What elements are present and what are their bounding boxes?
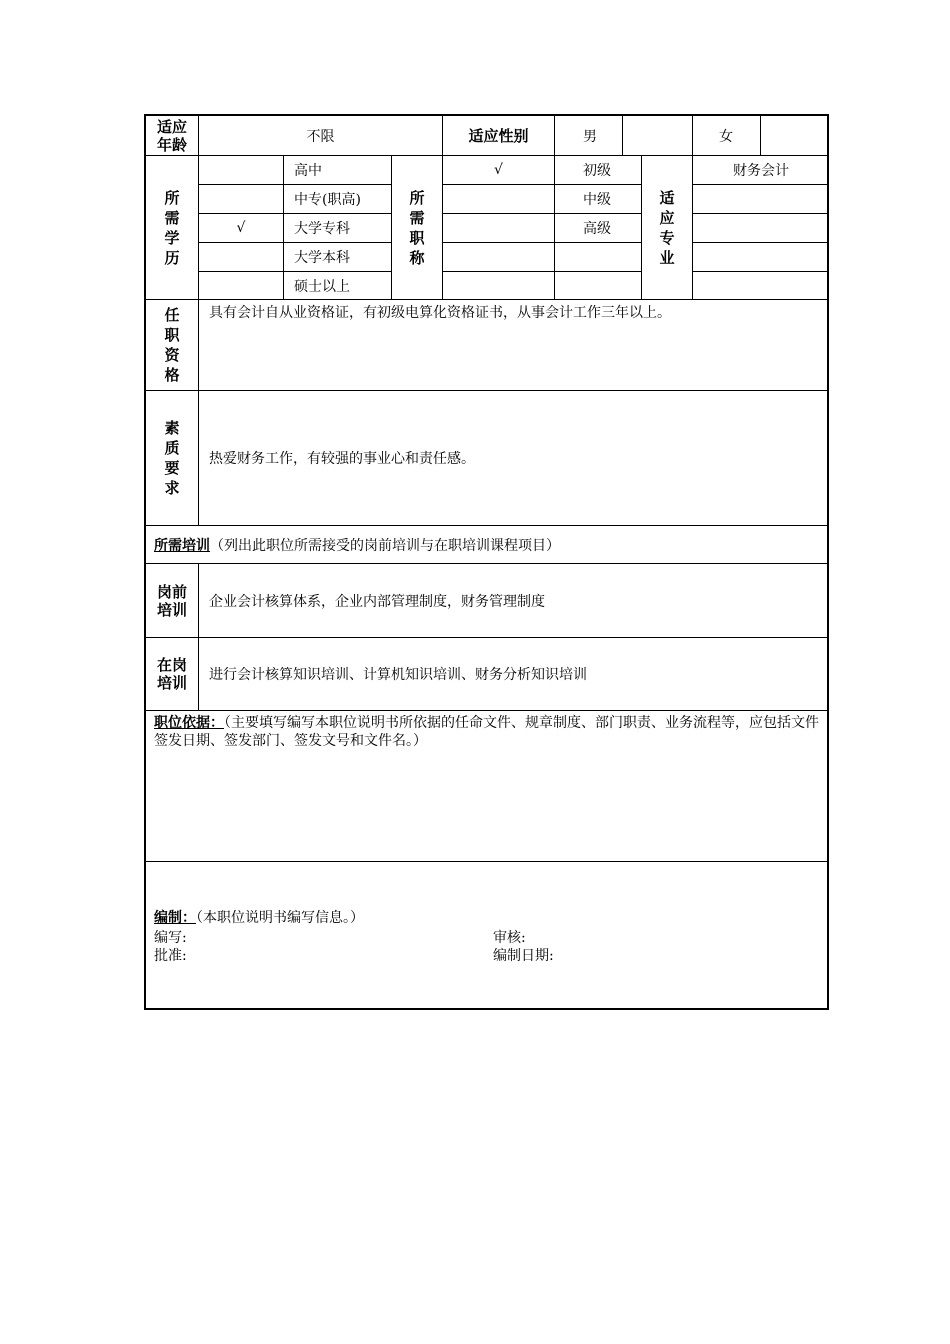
education-check-3	[199, 243, 284, 272]
on-training-label-text: 在岗培训	[156, 656, 187, 692]
qualification-label	[146, 300, 199, 391]
title-option-0: 初级	[555, 156, 642, 185]
education-check-2: √	[199, 214, 284, 243]
pre-training-label	[146, 564, 199, 638]
date-label: 编制日期:	[493, 948, 554, 964]
title-check-0: √	[443, 156, 555, 185]
title-check-3	[443, 243, 555, 272]
education-check-1	[199, 185, 284, 214]
education-label-text: 所需学历	[164, 188, 180, 267]
education-option-1: 中专(职高)	[284, 185, 392, 214]
title-label-text: 所需职称	[409, 188, 425, 267]
gender-female: 女	[693, 116, 761, 156]
age-label-text: 适应年龄	[156, 117, 187, 154]
major-value-1	[693, 185, 829, 214]
basis-section	[146, 711, 829, 862]
on-training-label	[146, 638, 199, 711]
gender-male: 男	[555, 116, 623, 156]
education-option-2: 大学专科	[284, 214, 392, 243]
title-check-2	[443, 214, 555, 243]
title-option-3	[555, 243, 642, 272]
education-check-0	[199, 156, 284, 185]
basis-text: （主要填写编写本职位说明书所依据的任命文件、规章制度、部门职责、业务流程等，应包括文件签发日期、签发部门、签发文号和文件名。）	[154, 715, 819, 749]
major-value-3	[693, 243, 829, 272]
compile-heading: 编制：	[154, 910, 196, 926]
on-training-text: 进行会计核算知识培训、计算机知识培训、财务分析知识培训	[199, 638, 829, 711]
title-check-4	[443, 272, 555, 300]
compile-section	[146, 862, 829, 1010]
major-value-4	[693, 272, 829, 300]
approver-label: 批准:	[154, 948, 187, 964]
pre-training-text: 企业会计核算体系，企业内部管理制度，财务管理制度	[199, 564, 829, 638]
quality-text: 热爱财务工作，有较强的事业心和责任感。	[199, 391, 829, 526]
reviewer-label: 审核:	[493, 930, 526, 946]
age-value: 不限	[199, 116, 443, 156]
age-label	[146, 116, 199, 156]
gender-female-check	[761, 116, 829, 156]
title-check-1	[443, 185, 555, 214]
basis-heading: 职位依据：	[154, 715, 224, 731]
training-note: （列出此职位所需接受的岗前培训与在职培训课程项目）	[210, 537, 560, 554]
gender-label: 适应性别	[443, 116, 555, 156]
compile-heading-line	[154, 909, 364, 927]
major-value-2	[693, 214, 829, 243]
education-option-4: 硕士以上	[284, 272, 392, 300]
pre-training-label-text: 岗前培训	[156, 582, 187, 619]
qualification-label-text: 任职资格	[164, 306, 180, 384]
training-heading-row	[146, 526, 829, 564]
education-check-4	[199, 272, 284, 300]
education-option-0: 高中	[284, 156, 392, 185]
compile-note: （本职位说明书编写信息。）	[196, 910, 364, 926]
title-option-1: 中级	[555, 185, 642, 214]
education-label	[146, 156, 199, 300]
major-label	[642, 156, 693, 300]
title-option-2: 高级	[555, 214, 642, 243]
job-description-form	[144, 114, 829, 1010]
gender-male-check	[623, 116, 693, 156]
quality-label	[146, 391, 199, 526]
major-value-0: 财务会计	[693, 156, 829, 185]
title-label	[392, 156, 443, 300]
writer-label: 编写:	[154, 930, 187, 946]
qualification-text: 具有会计自从业资格证，有初级电算化资格证书，从事会计工作三年以上。	[199, 300, 829, 391]
major-label-text: 适应专业	[659, 188, 675, 267]
title-option-4	[555, 272, 642, 300]
quality-label-text: 素质要求	[164, 419, 180, 497]
training-heading: 所需培训	[154, 537, 210, 554]
education-option-3: 大学本科	[284, 243, 392, 272]
